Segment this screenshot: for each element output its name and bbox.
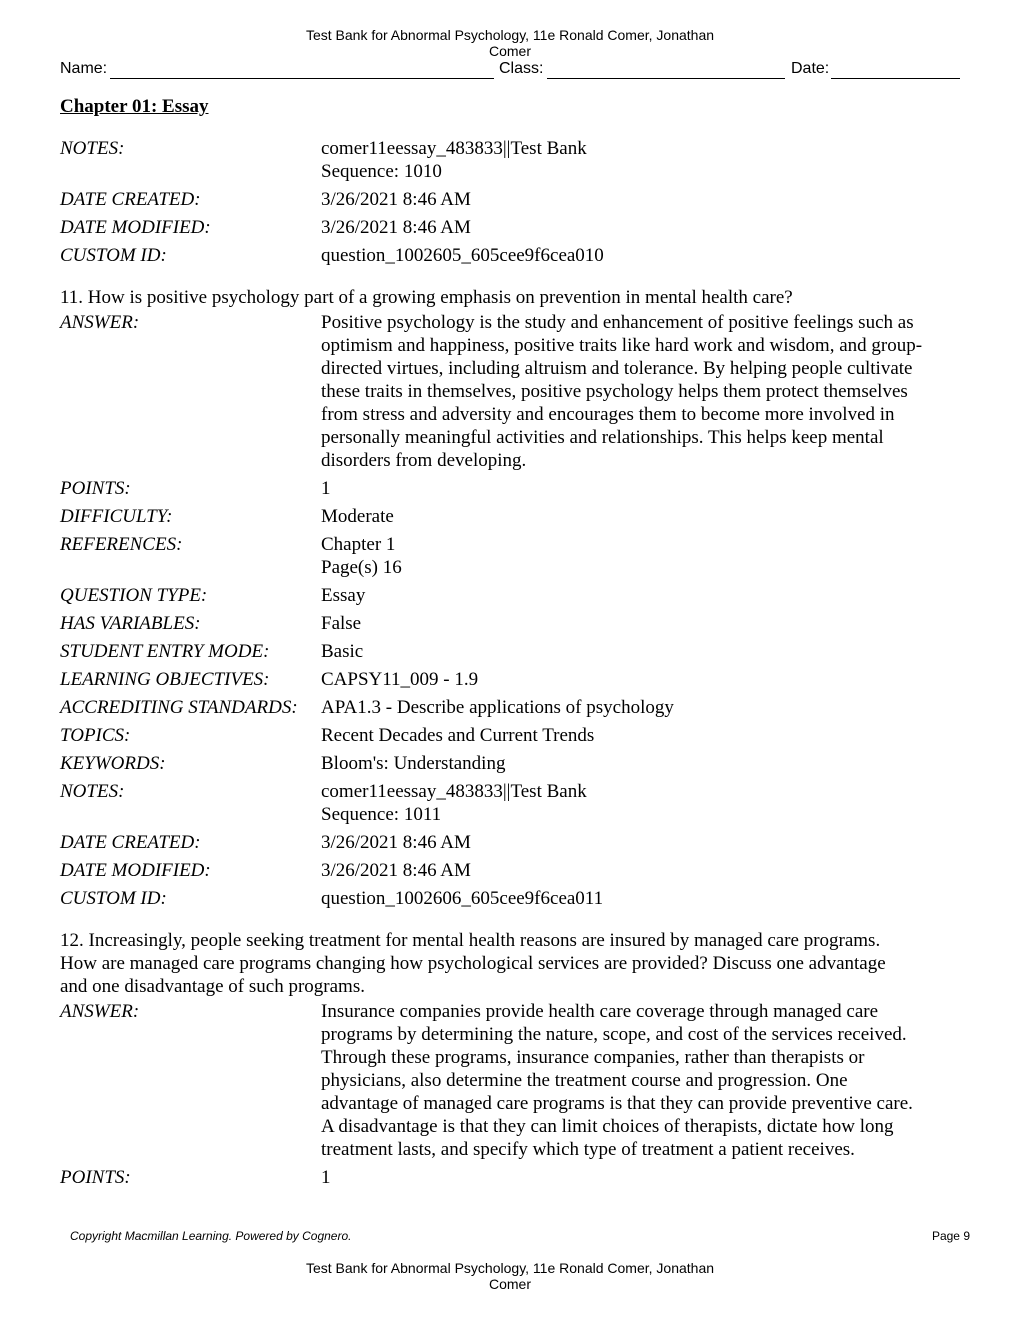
question-12-line: 12. Increasingly, people seeking treatment for mental health reasons are insured by managed care programs. [60,930,881,951]
field-value-line: False [321,613,362,634]
field-label: HAS VARIABLES: [60,613,201,634]
document-content [60,137,960,1194]
question-12-line: How are managed care programs changing how psychological services are provided? Discuss one advantage [60,953,886,974]
field-value-line: A disadvantage is that they can limit choices of therapists, dictate how long [321,1116,894,1137]
field-label: DIFFICULTY: [60,506,173,527]
footer-title-line1: Test Bank for Abnormal Psychology, 11e Ronald Comer, Jonathan [305,1260,715,1276]
field-value-line: treatment lasts, and specify which type of treatment a patient receives. [321,1139,855,1160]
class-label: Class: [499,60,544,77]
field-value-line: Through these programs, insurance companies, rather than therapists or [321,1047,865,1068]
field-row-points [60,477,960,500]
field-label: CUSTOM ID: [60,245,167,266]
field-label: KEYWORDS: [60,753,166,774]
field-label: NOTES: [60,138,125,159]
question-12-line: and one disadvantage of such programs. [60,976,365,997]
page-footer-title [0,1260,1020,1292]
field-value-line: Basic [321,641,364,662]
field-label: NOTES: [60,781,125,802]
field-value-line: 3/26/2021 8:46 AM [321,217,471,238]
field-row-notes [60,780,960,826]
field-value [321,640,960,663]
field-value [321,137,960,183]
field-value-line: question_1002605_605cee9f6cea010 [321,245,604,266]
field-row-has-variables [60,612,960,635]
field-row-learning-objectives [60,668,960,691]
question-10-metadata [60,137,960,267]
field-label: TOPICS: [60,725,131,746]
field-row-notes [60,137,960,183]
field-value [321,1166,960,1189]
chapter-title: Chapter 01: Essay [60,96,209,117]
name-label: Name: [60,60,108,77]
question-12-text [60,929,960,998]
field-value-line: Page(s) 16 [321,557,402,578]
field-value-line: directed virtues, including altruism and tolerance. By helping people cultivate [321,358,913,379]
field-value-line: question_1002606_605cee9f6cea011 [321,888,604,909]
field-row-custom-id [60,244,960,267]
field-value [321,477,960,500]
field-value-line: 1 [321,478,331,499]
field-value [321,584,960,607]
name-blank [110,78,494,79]
field-value-line: personally meaningful activities and relationships. This helps keep mental [321,427,884,448]
field-value-line: Positive psychology is the study and enhancement of positive feelings such as [321,312,914,333]
field-row-student-entry-mode [60,640,960,663]
field-row-answer [60,311,960,472]
question-11-text: 11. How is positive psychology part of a growing emphasis on prevention in mental health care? [60,287,793,308]
copyright-notice: Copyright Macmillan Learning. Powered by Cognero. [70,1229,352,1243]
field-value-line: Sequence: 1010 [321,161,442,182]
field-label: ACCREDITING STANDARDS: [60,697,298,718]
field-label: ANSWER: [60,1001,140,1022]
field-row-topics [60,724,960,747]
field-value [321,533,960,579]
field-value-line: Insurance companies provide health care coverage through managed care [321,1001,879,1022]
field-value [321,668,960,691]
field-value [321,612,960,635]
header-title-line2: Comer [488,43,531,59]
field-value [321,505,960,528]
field-value-line: disorders from developing. [321,450,527,471]
question-11-fields [60,311,960,910]
field-label: STUDENT ENTRY MODE: [60,641,270,662]
field-value-line: 3/26/2021 8:46 AM [321,832,471,853]
field-value-line: Chapter 1 [321,534,396,555]
field-label: REFERENCES: [60,534,183,555]
field-row-points [60,1166,960,1189]
field-label: ANSWER: [60,312,140,333]
field-value [321,696,960,719]
field-row-date-modified [60,859,960,882]
field-label: CUSTOM ID: [60,888,167,909]
field-row-date-created [60,831,960,854]
page-header [0,27,1020,59]
field-value-line: these traits in themselves, positive psychology helps them protect themselves [321,381,908,402]
field-row-difficulty [60,505,960,528]
field-value [321,859,960,882]
field-value-line: Essay [321,585,366,606]
field-row-accrediting-standards [60,696,960,719]
field-value [321,887,960,910]
field-value-line: 3/26/2021 8:46 AM [321,860,471,881]
class-blank [547,78,785,79]
field-label: LEARNING OBJECTIVES: [60,669,270,690]
field-row-answer [60,1000,960,1161]
field-value-line: Sequence: 1011 [321,804,442,825]
header-title-line1: Test Bank for Abnormal Psychology, 11e Ronald Comer, Jonathan [305,27,715,43]
field-label: QUESTION TYPE: [60,585,208,606]
field-value-line: optimism and happiness, positive traits like hard work and wisdom, and group- [321,335,923,356]
date-label: Date: [791,60,830,77]
field-row-date-created [60,188,960,211]
field-value [321,831,960,854]
question-12-fields [60,1000,960,1189]
field-value-line: from stress and adversity and encourages them to become more involved in [321,404,895,425]
field-value-line: 1 [321,1167,331,1188]
field-value [321,780,960,826]
field-value-line: Bloom's: Understanding [321,753,506,774]
field-row-references [60,533,960,579]
field-row-custom-id [60,887,960,910]
field-value-line: Moderate [321,506,394,527]
field-value-line: 3/26/2021 8:46 AM [321,189,471,210]
field-value-line: Recent Decades and Current Trends [321,725,595,746]
field-label: POINTS: [60,478,131,499]
field-value-line: advantage of managed care programs is that they can provide preventive care. [321,1093,913,1114]
field-row-date-modified [60,216,960,239]
field-value-line: comer11eessay_483833||Test Bank [321,781,587,802]
field-label: DATE MODIFIED: [60,217,211,238]
student-info-row [60,60,960,80]
field-label: POINTS: [60,1167,131,1188]
page-number: Page 9 [931,1229,970,1243]
field-value [321,1000,960,1161]
field-row-question-type [60,584,960,607]
field-label: DATE CREATED: [60,832,201,853]
field-value [321,216,960,239]
field-label: DATE MODIFIED: [60,860,211,881]
field-row-keywords [60,752,960,775]
field-value [321,311,960,472]
field-value [321,724,960,747]
field-value [321,752,960,775]
footer-title-line2: Comer [488,1276,531,1292]
field-value-line: comer11eessay_483833||Test Bank [321,138,587,159]
field-value-line: programs by determining the nature, scope, and cost of the services received. [321,1024,907,1045]
date-blank [831,78,960,79]
field-value [321,244,960,267]
field-value [321,188,960,211]
field-label: DATE CREATED: [60,189,201,210]
field-value-line: APA1.3 - Describe applications of psychology [321,697,674,718]
field-value-line: physicians, also determine the treatment course and progression. One [321,1070,848,1091]
field-value-line: CAPSY11_009 - 1.9 [321,669,479,690]
